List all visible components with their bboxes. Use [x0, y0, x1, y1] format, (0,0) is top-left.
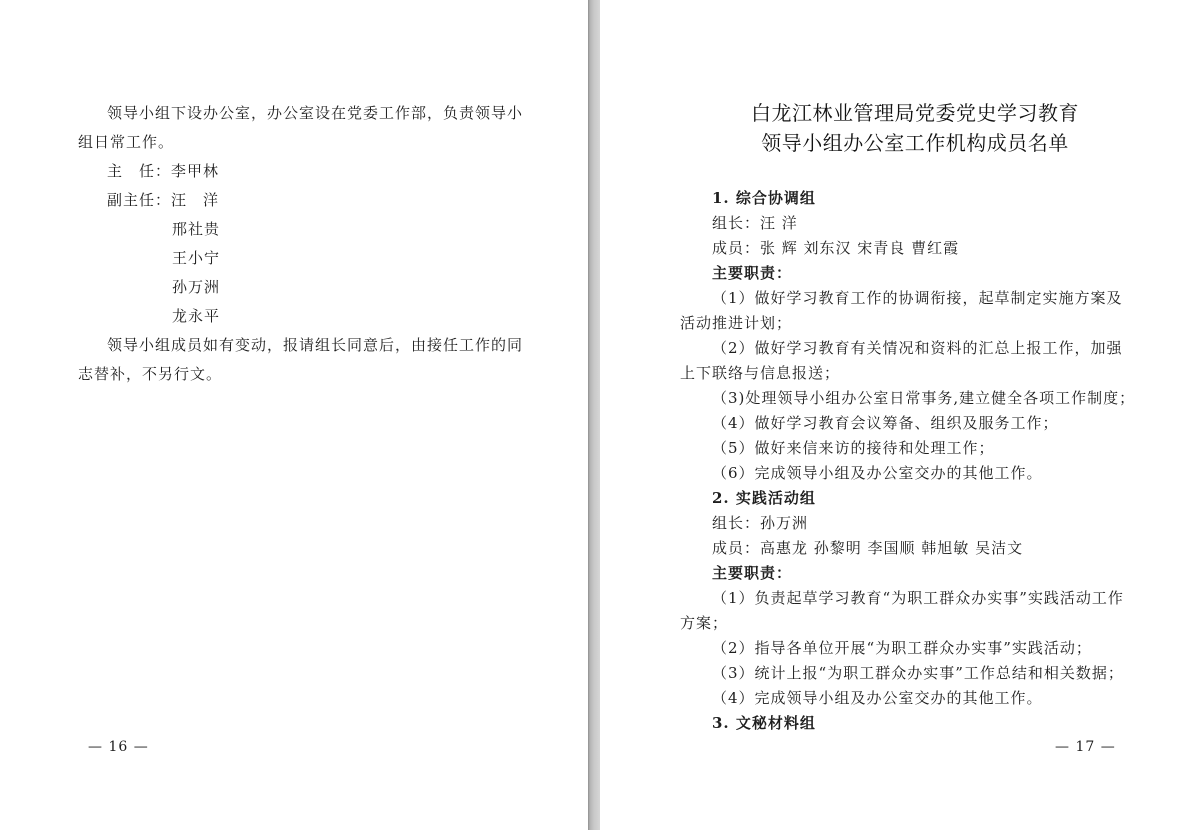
- duty-line: （4）做好学习教育会议筹备、组织及服务工作；: [712, 414, 1059, 432]
- duty-line: （3)处理领导小组办公室日常事务,建立健全各项工作制度；: [712, 389, 1136, 407]
- group-leader: 组长：汪 洋: [712, 214, 798, 232]
- group-heading: 1. 综合协调组: [712, 189, 816, 207]
- duty-line: （1）做好学习教育工作的协调衔接，起草制定实施方案及: [712, 289, 1123, 307]
- duty-line: 上下联络与信息报送；: [680, 364, 841, 382]
- office-paragraph-line: 领导小组下设办公室，办公室设在党委工作部，负责领导小: [107, 104, 524, 122]
- deputy-director-name: 龙永平: [172, 307, 221, 325]
- duty-line: （6）完成领导小组及办公室交办的其他工作。: [712, 464, 1043, 482]
- duty-line: （4）完成领导小组及办公室交办的其他工作。: [712, 689, 1043, 707]
- group-members: 成员：高惠龙 孙黎明 李国顺 韩旭敏 吴洁文: [712, 539, 1024, 557]
- group-heading: 2. 实践活动组: [712, 489, 816, 507]
- change-paragraph-line: 领导小组成员如有变动，报请组长同意后，由接任工作的同: [107, 336, 524, 354]
- left-page: [0, 0, 588, 830]
- duty-line: （2）指导各单位开展“为职工群众办实事”实践活动；: [712, 639, 1092, 657]
- duty-line: （5）做好来信来访的接待和处理工作；: [712, 439, 995, 457]
- document-title: [680, 98, 1150, 158]
- page-number-left: — 16 —: [88, 739, 149, 755]
- title-line: 领导小组办公室工作机构成员名单: [761, 131, 1069, 155]
- right-page: [600, 0, 1192, 830]
- group-leader: 组长：孙万洲: [712, 514, 809, 532]
- duty-line: （1）负责起草学习教育“为职工群众办实事”实践活动工作: [712, 589, 1124, 607]
- duties-label: 主要职责：: [712, 264, 793, 282]
- right-page-body: [680, 186, 1160, 736]
- page-number-right: — 17 —: [1055, 739, 1116, 755]
- duties-label: 主要职责：: [712, 564, 793, 582]
- group-members: 成员：张 辉 刘东汉 宋青良 曹红霞: [712, 239, 960, 257]
- deputy-director-name: 邢社贵: [172, 220, 221, 238]
- deputy-director-line: 副主任：汪 洋: [107, 191, 220, 209]
- office-paragraph-line: 组日常工作。: [78, 133, 175, 151]
- duty-line: 活动推进计划；: [680, 314, 793, 332]
- duty-line: （3）统计上报“为职工群众办实事”工作总结和相关数据；: [712, 664, 1124, 682]
- duty-line: （2）做好学习教育有关情况和资料的汇总上报工作，加强: [712, 339, 1123, 357]
- change-paragraph-line: 志替补，不另行文。: [78, 365, 223, 383]
- title-line: 白龙江林业管理局党委党史学习教育: [751, 101, 1079, 125]
- deputy-director-name: 孙万洲: [172, 278, 221, 296]
- page-gutter: [588, 0, 600, 830]
- group-heading: 3. 文秘材料组: [712, 714, 816, 732]
- duty-line: 方案；: [680, 614, 729, 632]
- left-page-body: [78, 99, 538, 389]
- director-line: 主 任：李甲林: [107, 162, 220, 180]
- deputy-director-name: 王小宁: [172, 249, 221, 267]
